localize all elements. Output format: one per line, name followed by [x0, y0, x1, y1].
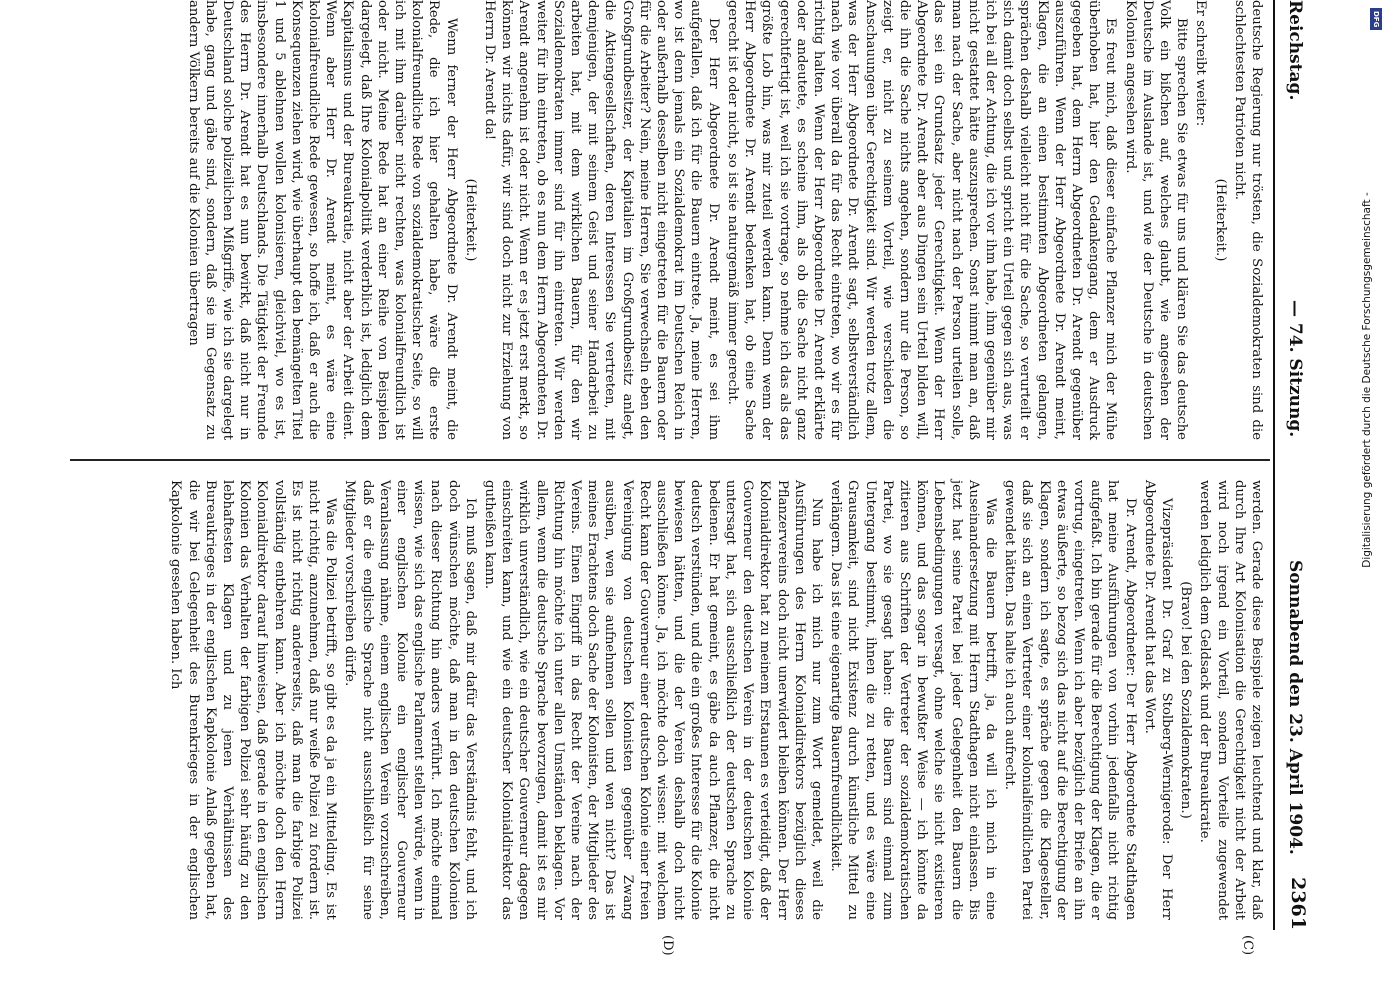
- paragraph: Nun habe ich mich nur zum Wort gemeldet, weil die Ausführungen des Herrn Kolonialdirektors bezüglich dieses Pflanzervereins doch nicht unerwidert bleiben können. Der Herr Kolonialdirektor hat zu meinem Erstaunen es verteidigt, daß der Gouverneur den deutschen Verein in der deutschen Kolonie untersagt hat, sich ausschließlich der deutschen Sprache zu bedienen. Er hat gemeint, es gäbe da auch Pflanzer, die nicht deutsch verstünden, und die ein großes Interesse für die Kolonie bewiesen hätten, und die der Verein deshalb doch nicht ausschließen könne. Ja, ich möchte doch wissen: mit welchem Recht kann der Gouverneur einer deutschen Kolonie einer freien Vereinigung von deutschen Kolonisten gegenüber Zwang ausüben, wen sie aufnehmen sollen und wen nicht? Das ist meines Erachtens doch Sache der Kolonisten, der Mitglieder des Vereins. Einen Eingriff in das Recht der Vereine nach der Richtung hin möchte ich unter allen Umständen beklagen. Vor allem, wenn die deutsche Sprache bevorzugen, damit ist es mir wirklich unverständlich, wie ein deutscher Gouverneur dagegen einschreiten kann, und wie ein deutscher Kolonialdirektor das gutheißen kann.: [482, 480, 824, 920]
- rotated-page: [65, 0, 1315, 956]
- credit-text: Digitalisierung gefördert durch die Deutsche Forschungsgemeinschaft -: [1361, 192, 1373, 568]
- paragraph: Ich muß sagen, daß mir dafür das Verständnis fehlt, und ich doch wünschen möchte, daß man in den deutschen Kolonien nach dieser Richtung hin anders verführt. Ich möchte einmal wissen, wie sich das englische Parlament stellen würde, wenn in einer englischen Kolonie ein englischer Gouverneur Veranlassung nähme, einem englischen Verein vorzuschreiben, daß er die englische Sprache nicht ausschließlich für seine Mitglieder vorschreiben dürfe.: [342, 480, 478, 920]
- margin-mark-d: (D): [660, 935, 675, 956]
- paragraph: (Heiterkeit.): [1212, 178, 1228, 262]
- paragraph: (Heiterkeit.): [462, 178, 478, 262]
- header-session: — 74. Sitzung.: [1285, 300, 1305, 438]
- paragraph: deutsche Regierung nur trösten, die Sozialdemokraten sind die schlechtesten Patrioten nicht.: [1231, 0, 1264, 440]
- header-institution: Reichstag.: [1285, 0, 1305, 101]
- paragraph: (Bravo! bei den Sozialdemokraten.): [1178, 581, 1194, 819]
- paragraph: Er schreibt weiter:: [1193, 0, 1209, 127]
- dfg-logo: DFG: [1370, 8, 1382, 30]
- paragraph: Bitte sprechen Sie etwas für uns und klären Sie das deutsche Volk ein bißchen auf, welches glaubt, wie angesehen der Deutsche im Auslande ist, und wie der Deutsche in deutschen Kolonien angesehen wird.: [1122, 0, 1190, 440]
- page-header: [1273, 0, 1315, 930]
- paragraph: Dr. Arendt, Abgeordneter: Der Herr Abgeordnete Stadthagen hat meine Ausführungen von vorhin jedenfalls nicht richtig aufgefaßt. Ich bin gerade für die Berechtigung der Klagen, die er vortrug, eingetreten. Wenn ich aber bezüglich der Briefe an ihn etwas äußerte, so bezog sich das nicht auf die Berechtigung der Klagen, sondern ich sagte, es spräche gegen die Klagesteller, daß sie sich an einen Vertreter einer kolonialfeindlichen Partei gewendet hätten. Das halte ich auch aufrecht.: [1002, 480, 1138, 920]
- margin-mark-c: (C): [1240, 935, 1255, 956]
- paragraph: Der Herr Abgeordnete Dr. Arendt meint, es sei ihm aufgefallen, daß ich für die Bauern eintrete. Ja, meine Herren, wo ist denn jemals ein Sozialdemokrat im Deutschen Reich in oder außerhalb desselben nicht eingetreten für die Bauern oder für die Arbeiter? Nein, meine Herren, Sie verwechseln eben den Großgrundbesitzer, der Kapitalien im Großgrundbesitz anlegt, die Aktiengesellschaften, deren Interessen Sie vertreten, mit demjenigen, der mit seinem Geist und seiner Handarbeit zu arbeiten hat, mit dem wirklichen Bauern, für den wir Sozialdemokraten immer sind für ihn eintreten. Wir werden weiter für ihn eintreten, ob es nun dem Herrn Abgeordneten Dr. Arendt angenehm ist oder nicht. Wenn er es jetzt erst merkt, so können wir nichts dafür, wir sind doch nicht zur Erziehung von Herrn Dr. Arendt da!: [482, 0, 721, 440]
- page-number: 2361: [1287, 877, 1309, 930]
- right-column: [165, 480, 1265, 920]
- left-column: [182, 0, 1265, 440]
- paragraph: werden. Gerade diese Beispiele zeigen leuchtend und klar, daß durch Ihre Art Kolonisation die Gerechtigkeit nicht der Arbeit wird noch irgend ein Vorteil, sondern Vorteile zugewendet werden lediglich dem Geldsack und der Bureaukratie.: [1197, 480, 1264, 920]
- paragraph: Es freut mich, daß dieser einfache Pflanzer mich der Mühe überhoben hat, hier den Gedankengang, dem er Ausdruck gegeben hat, dem Herrn Abgeordneten Dr. Arendt gegenüber auszuführen. Wenn der Herr Abgeordnete Dr. Arendt meint, Klagen, die an einen bestimmten Abgeordneten gelangen, sprächen deshalb vielleicht nicht für die Sache, so verurteilt er sich damit doch selbst und spricht ein Urteil gegen sich aus, was ich bei all der Achtung, die ich vor ihm habe, ihm gegenüber mir nicht gestattet hätte auszusprechen. Sonst nimmt man an, daß man nach der Sache, aber nicht nach der Person urteilen solle, das sei ein Grundsatz jeder Gerechtigkeit. Wenn der Herr Abgeordnete Dr. Arendt aber aus Dingen sein Urteil bilden will, die ihn die Sache nichts angehen, sondern nur die Person, so zeigt er, nicht zu seinem Vorteil, wie verschieden die Anschauungen über Gerechtigkeit sind. Wir werden trotz allem, was der Herr Abgeordnete Dr. Arendt sagt, selbstverständlich nach wie vor überall da für das Recht eintreten, wo wir es für richtig halten. Wenn der Herr Abgeordnete Dr. Arendt erklärte oder andeutete, es scheine ihm, als ob die Sache nicht ganz gerechtfertigt ist, weil ich sie vortrage, so nehme ich das als das größte Lob hin, was mir zuteil werden kann. Denn wenn der Herr Abgeordnete Dr. Arendt bedenken hat, ob eine Sache gerecht ist oder nicht, so ist sie naturgemäß immer gerecht.: [724, 0, 1119, 440]
- paragraph: Was die Bauern betrifft, ja, da will ich mich in eine Auseinandersetzung mit Herrn Stadthagen nicht einlassen. Bis jetzt hat seine Partei bei jeder Gelegenheit den Bauern die Lebensbedingungen versagt, ohne welche sie nicht existieren können, und das sogar in bewußter Weise — ich könnte da zitieren aus Schriften der Vertreter der sozialdemokratischen Partei, wo sie gesagt haben: die Bauern sind einmal zum Untergang bestimmt, ihnen die zu retten, und es wäre eine Grausamkeit, sind nicht Existenz durch künstliche Mittel zu verlängern. Das ist eine eigenartige Bauernfreundlichkeit.: [828, 480, 998, 920]
- header-date: Sonnabend den 23. April 1904.: [1285, 560, 1305, 855]
- digitization-credit: [1356, 10, 1378, 750]
- paragraph: Was die Polizei betrifft, so gibt es da ja ein Mittelding. Es ist nicht richtig, anzunehmen, daß nur weiße Polizei zu fordern ist. Es ist nicht richtig andererseits, daß man die farbige Polizei vollständig entbehren kann. Aber ich möchte doch den Herrn Kolonialdirektor darauf hinweisen, daß gerade in den englischen Kolonien das Verhalten der farbigen Polizei sehr häufig zu den lebhaftesten Klagen und zu jenen Verhältnissen des Bureaukrieges in der englischen Kapkolonie Anlaß gegeben hat, die wir bei Gelegenheit des Burenkrieges in der englischen Kapkolonie gesehen haben. Ich: [168, 480, 339, 920]
- paragraph: Vizepräsident Dr. Graf zu Stolberg-Wernigerode: Der Herr Abgeordnete Dr. Arendt hat das Wort.: [1141, 480, 1174, 920]
- column-divider: [70, 459, 1270, 461]
- paragraph: Wenn ferner der Herr Abgeordnete Dr. Arendt meint, die Rede, die ich hier gehalten habe, wäre die erste kolonialfreundliche Rede von sozialdemokratischer Seite, so will ich mit ihm darüber nicht rechten, was kolonialfreundlich ist oder nicht. Meine Rede hat an einer Reihe von Beispielen dargelegt, daß Ihre Kolonialpolitik verderblich ist, lediglich dem Kapitalismus und der Bureaukratie, nicht aber der Arbeit dient. Wenn aber Herr Dr. Arendt meint, es wäre eine kolonialfreundliche Rede gewesen, so hoffe ich, daß er auch die Konsequenzen ziehen wird, wie überhaupt den bemängelten Titel 1 und 5 ablehnen wollen kolonisieren, gleichviel, wo es ist, insbesondere innerhalb Deutschlands. Die Tätigkeit der Freunde des Herrn Dr. Arendt hat es nun bewirkt, daß nicht nur in Deutschland solche polizeilichen Mißgriffe, wie ich sie dargelegt habe, gang und gäbe sind, sondern, daß sie im Gegensatz zu andern Völkern bereits auf die Kolonien übertragen: [185, 0, 459, 440]
